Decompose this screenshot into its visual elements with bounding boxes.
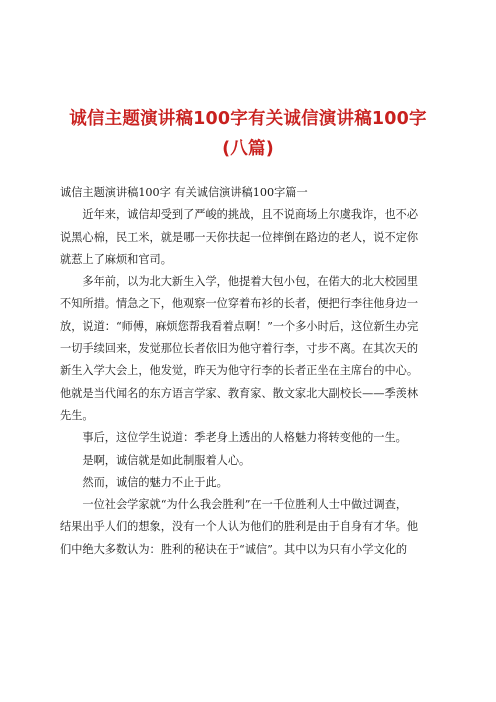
paragraph [60, 427, 436, 449]
paragraph [60, 472, 436, 494]
paragraph [60, 204, 436, 271]
text-line: 先生。 [60, 408, 94, 422]
text-line: 新生入学大会上，他发觉，昨天为他守行李的长者正坐在主席台的中心。 [60, 364, 419, 378]
text-line: 是啊，诚信就是如此制服着人心。 [82, 453, 251, 467]
document-title [58, 104, 438, 164]
paragraph [60, 271, 436, 427]
text-line: 他就是当代闻名的东方语言学家、教育家、散文家北大副校长——季羡林 [60, 386, 419, 400]
text-line: 就惹上了麻烦和官司。 [60, 252, 172, 266]
text-line: 事后，这位学生说道：季老身上透出的人格魅力将转变他的一生。 [82, 431, 407, 445]
text-line: 近年来，诚信却受到了严峻的挑战，且不说商场上尔虞我诈，也不必 [82, 208, 419, 222]
text-line: 诚信主题演讲稿100字 有关诚信演讲稿100字篇一 [60, 186, 308, 199]
title-line-1: 诚信主题演讲稿100字有关诚信演讲稿100字 [69, 109, 427, 129]
paragraph [60, 494, 436, 561]
text-line: 们中绝大多数认为：胜利的秘诀在于“诚信”。其中以为只有小学文化的 [60, 542, 408, 556]
text-line: 说黑心棉，民工米，就是哪一天你扶起一位摔倒在路边的老人，说不定你 [60, 230, 419, 244]
paragraph [60, 450, 436, 472]
text-line: 然而，诚信的魅力不止于此。 [82, 475, 228, 489]
text-line: 结果出乎人们的想象，没有一个人认为他们的胜利是由于自身有才华。他 [60, 520, 419, 534]
text-line: 一位社会学家就“为什么我会胜利”在一千位胜利人士中做过调查， [82, 498, 408, 512]
title-line-2: (八篇) [222, 139, 274, 159]
text-line: 放，说道：“师傅，麻烦您帮我看着点啊！”一个多小时后，这位新生办完 [60, 319, 419, 333]
section-heading [60, 182, 436, 204]
document-body [60, 182, 436, 561]
text-line: 不知所措。情急之下，他观察一位穿着布衫的长者，便把行李往他身边一 [60, 297, 419, 311]
text-line: 一切手续回来，发觉那位长者依旧为他守着行李，寸步不离。在其次天的 [60, 342, 419, 356]
text-line: 多年前，以为北大新生入学，他提着大包小包，在偌大的北大校园里 [82, 275, 419, 289]
